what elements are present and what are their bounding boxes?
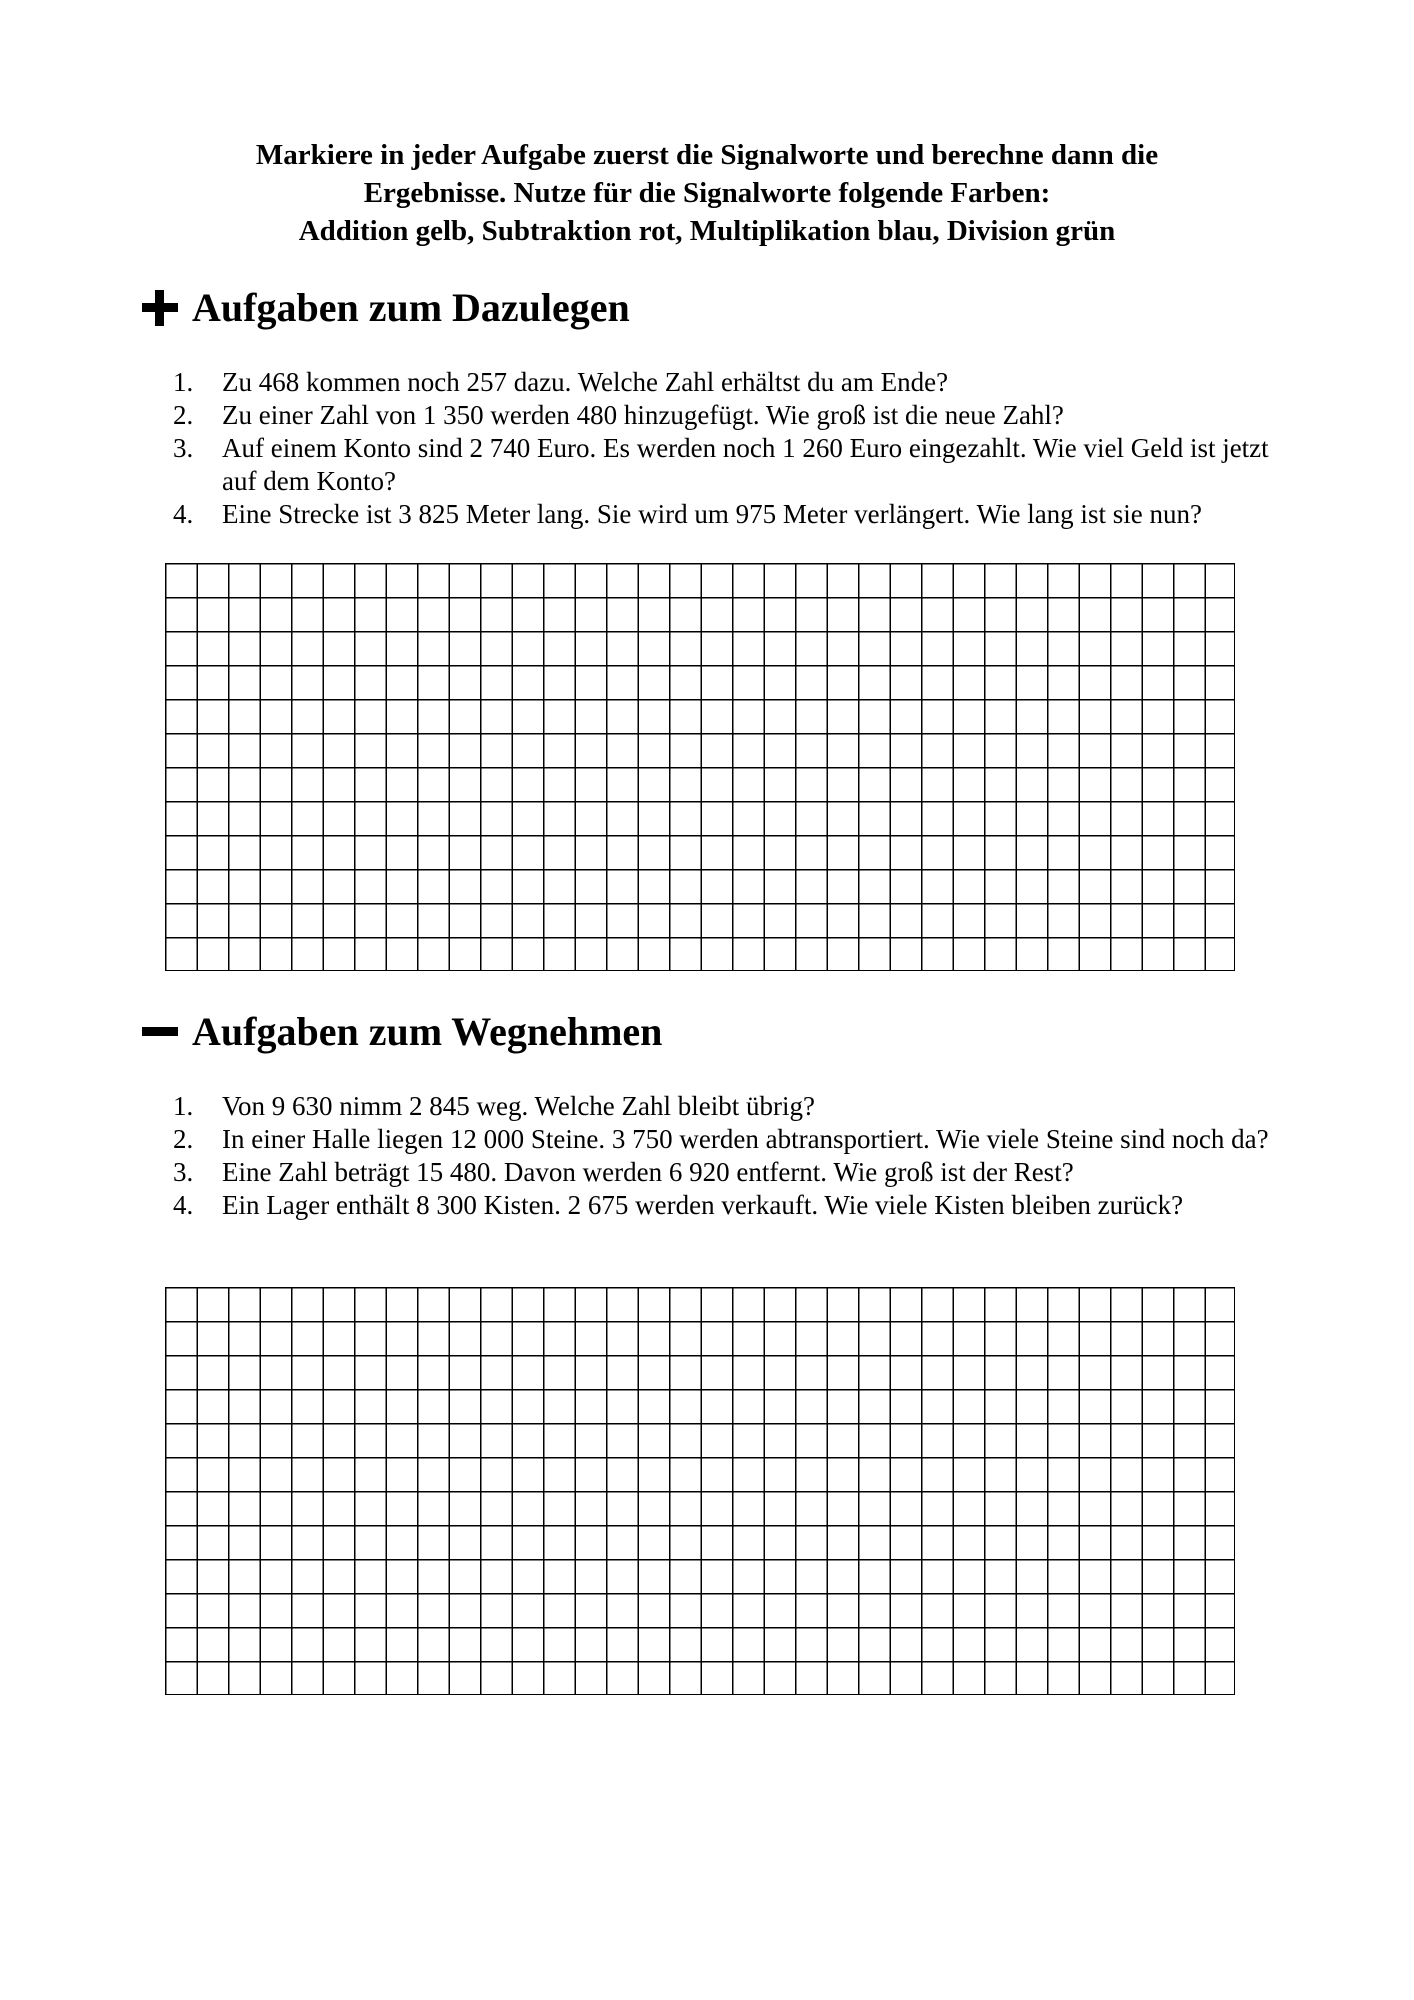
task-list-subtraction: [173, 1090, 1303, 1222]
list-item: [173, 1156, 1303, 1189]
task-text: Eine Strecke ist 3 825 Meter lang. Sie wird um 975 Meter verlängert. Wie lang ist sie nun?: [222, 499, 1202, 529]
task-text: In einer Halle liegen 12 000 Steine. 3 750 werden abtransportiert. Wie viele Steine sind noch da?: [222, 1124, 1269, 1154]
list-item: [173, 366, 1303, 399]
list-item: [173, 498, 1303, 531]
task-text: Zu einer Zahl von 1 350 werden 480 hinzugefügt. Wie groß ist die neue Zahl?: [222, 400, 1064, 430]
calculation-grid-addition[interactable]: [165, 563, 1235, 971]
list-item: [173, 399, 1303, 432]
task-number: 3.: [173, 1157, 194, 1187]
instructions: [0, 136, 1414, 250]
task-number: 3.: [173, 433, 194, 463]
section-heading-subtraction: [142, 1007, 662, 1057]
calculation-grid-subtraction[interactable]: [165, 1287, 1235, 1695]
task-number: 2.: [173, 400, 194, 430]
task-list-addition: [173, 366, 1303, 531]
task-number: 4.: [173, 1190, 194, 1220]
task-text: Auf einem Konto sind 2 740 Euro. Es werden noch 1 260 Euro eingezahlt. Wie viel Geld ist jetzt auf dem Konto?: [222, 433, 1269, 496]
list-item: [173, 1189, 1303, 1222]
section-title: Aufgaben zum Dazulegen: [192, 285, 630, 330]
task-number: 4.: [173, 499, 194, 529]
list-item: [173, 1123, 1303, 1156]
section-heading-addition: [142, 283, 630, 333]
list-item: [173, 432, 1303, 498]
task-number: 1.: [173, 1091, 194, 1121]
minus-icon: [142, 1014, 178, 1050]
list-item: [173, 1090, 1303, 1123]
instructions-line-1: Markiere in jeder Aufgabe zuerst die Signalworte und berechne dann die: [255, 139, 1159, 171]
task-text: Eine Zahl beträgt 15 480. Davon werden 6 920 entfernt. Wie groß ist der Rest?: [222, 1157, 1074, 1187]
task-text: Ein Lager enthält 8 300 Kisten. 2 675 werden verkauft. Wie viele Kisten bleiben zurück?: [222, 1190, 1184, 1220]
task-text: Von 9 630 nimm 2 845 weg. Welche Zahl bleibt übrig?: [222, 1091, 815, 1121]
instructions-line-2: Ergebnisse. Nutze für die Signalworte folgende Farben:: [363, 177, 1051, 209]
task-number: 2.: [173, 1124, 194, 1154]
task-text: Zu 468 kommen noch 257 dazu. Welche Zahl erhältst du am Ende?: [222, 367, 949, 397]
instructions-line-3: Addition gelb, Subtraktion rot, Multiplikation blau, Division grün: [298, 215, 1116, 247]
task-number: 1.: [173, 367, 194, 397]
section-title: Aufgaben zum Wegnehmen: [192, 1009, 663, 1054]
plus-icon: [142, 290, 178, 326]
